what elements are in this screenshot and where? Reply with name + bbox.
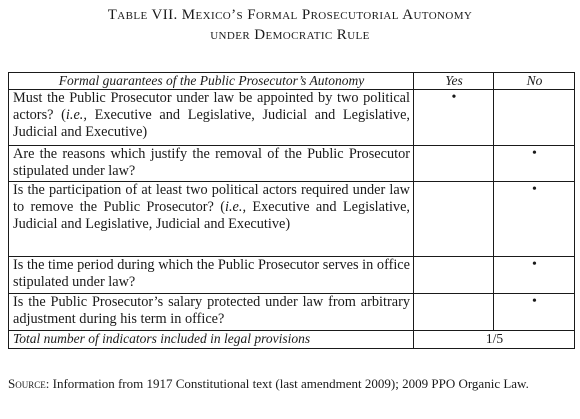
question-cell: Is the time period during which the Public Prosecutor serves in office stipulated under law?: [9, 257, 414, 294]
question-text: Executive and Legislative, Judicial and Legislative, Judicial and Executive): [13, 198, 410, 232]
header-guarantees: Formal guarantees of the Public Prosecutor’s Autonomy: [9, 73, 414, 90]
question-italic: i.e.,: [65, 106, 87, 123]
table-title-line-2: under Democratic Rule: [210, 27, 370, 43]
yes-cell: [414, 294, 494, 331]
table-row: [9, 257, 575, 294]
total-value: 1/5: [414, 331, 575, 349]
yes-cell: [414, 182, 494, 257]
table-row: [9, 90, 575, 146]
no-cell: •: [494, 294, 575, 331]
source-text: Information from 1917 Constitutional text (last amendment 2009); 2009 PPO Organic Law.: [49, 376, 529, 391]
table-title-line-1: Table VII. Mexico’s Formal Prosecutorial Autonomy: [107, 7, 473, 23]
question-text: Must the Public Prosecutor under law be appointed by two political actors? (: [13, 90, 410, 123]
total-label: Total number of indicators included in legal provisions: [9, 331, 414, 349]
table-title: [0, 5, 580, 45]
source-note: [8, 376, 574, 393]
yes-cell: [414, 257, 494, 294]
total-row: [9, 331, 575, 349]
question-cell: Is the Public Prosecutor’s salary protected under law from arbitrary adjustment during his term in office?: [9, 294, 414, 331]
table-row: [9, 182, 575, 257]
question-cell: Are the reasons which justify the removal of the Public Prosecutor stipulated under law?: [9, 146, 414, 182]
no-cell: •: [494, 182, 575, 257]
question-cell: [9, 90, 414, 146]
no-cell: •: [494, 146, 575, 182]
header-no: No: [494, 73, 575, 90]
source-label: Source:: [8, 376, 50, 391]
header-yes: Yes: [414, 73, 494, 90]
no-cell: [494, 90, 575, 146]
yes-cell: [414, 146, 494, 182]
question-italic: i.e.,: [225, 198, 247, 215]
no-cell: •: [494, 257, 575, 294]
question-text: Executive and Legislative, Judicial and Legislative, Judicial and Executive): [13, 106, 410, 140]
table-row: [9, 146, 575, 182]
autonomy-table: [8, 72, 575, 349]
question-cell: [9, 182, 414, 257]
table-row: [9, 294, 575, 331]
question-text: Is the participation of at least two political actors required under law to remove the Public Prosecutor? (: [13, 182, 410, 215]
header-row: [9, 73, 575, 90]
yes-cell: •: [414, 90, 494, 146]
